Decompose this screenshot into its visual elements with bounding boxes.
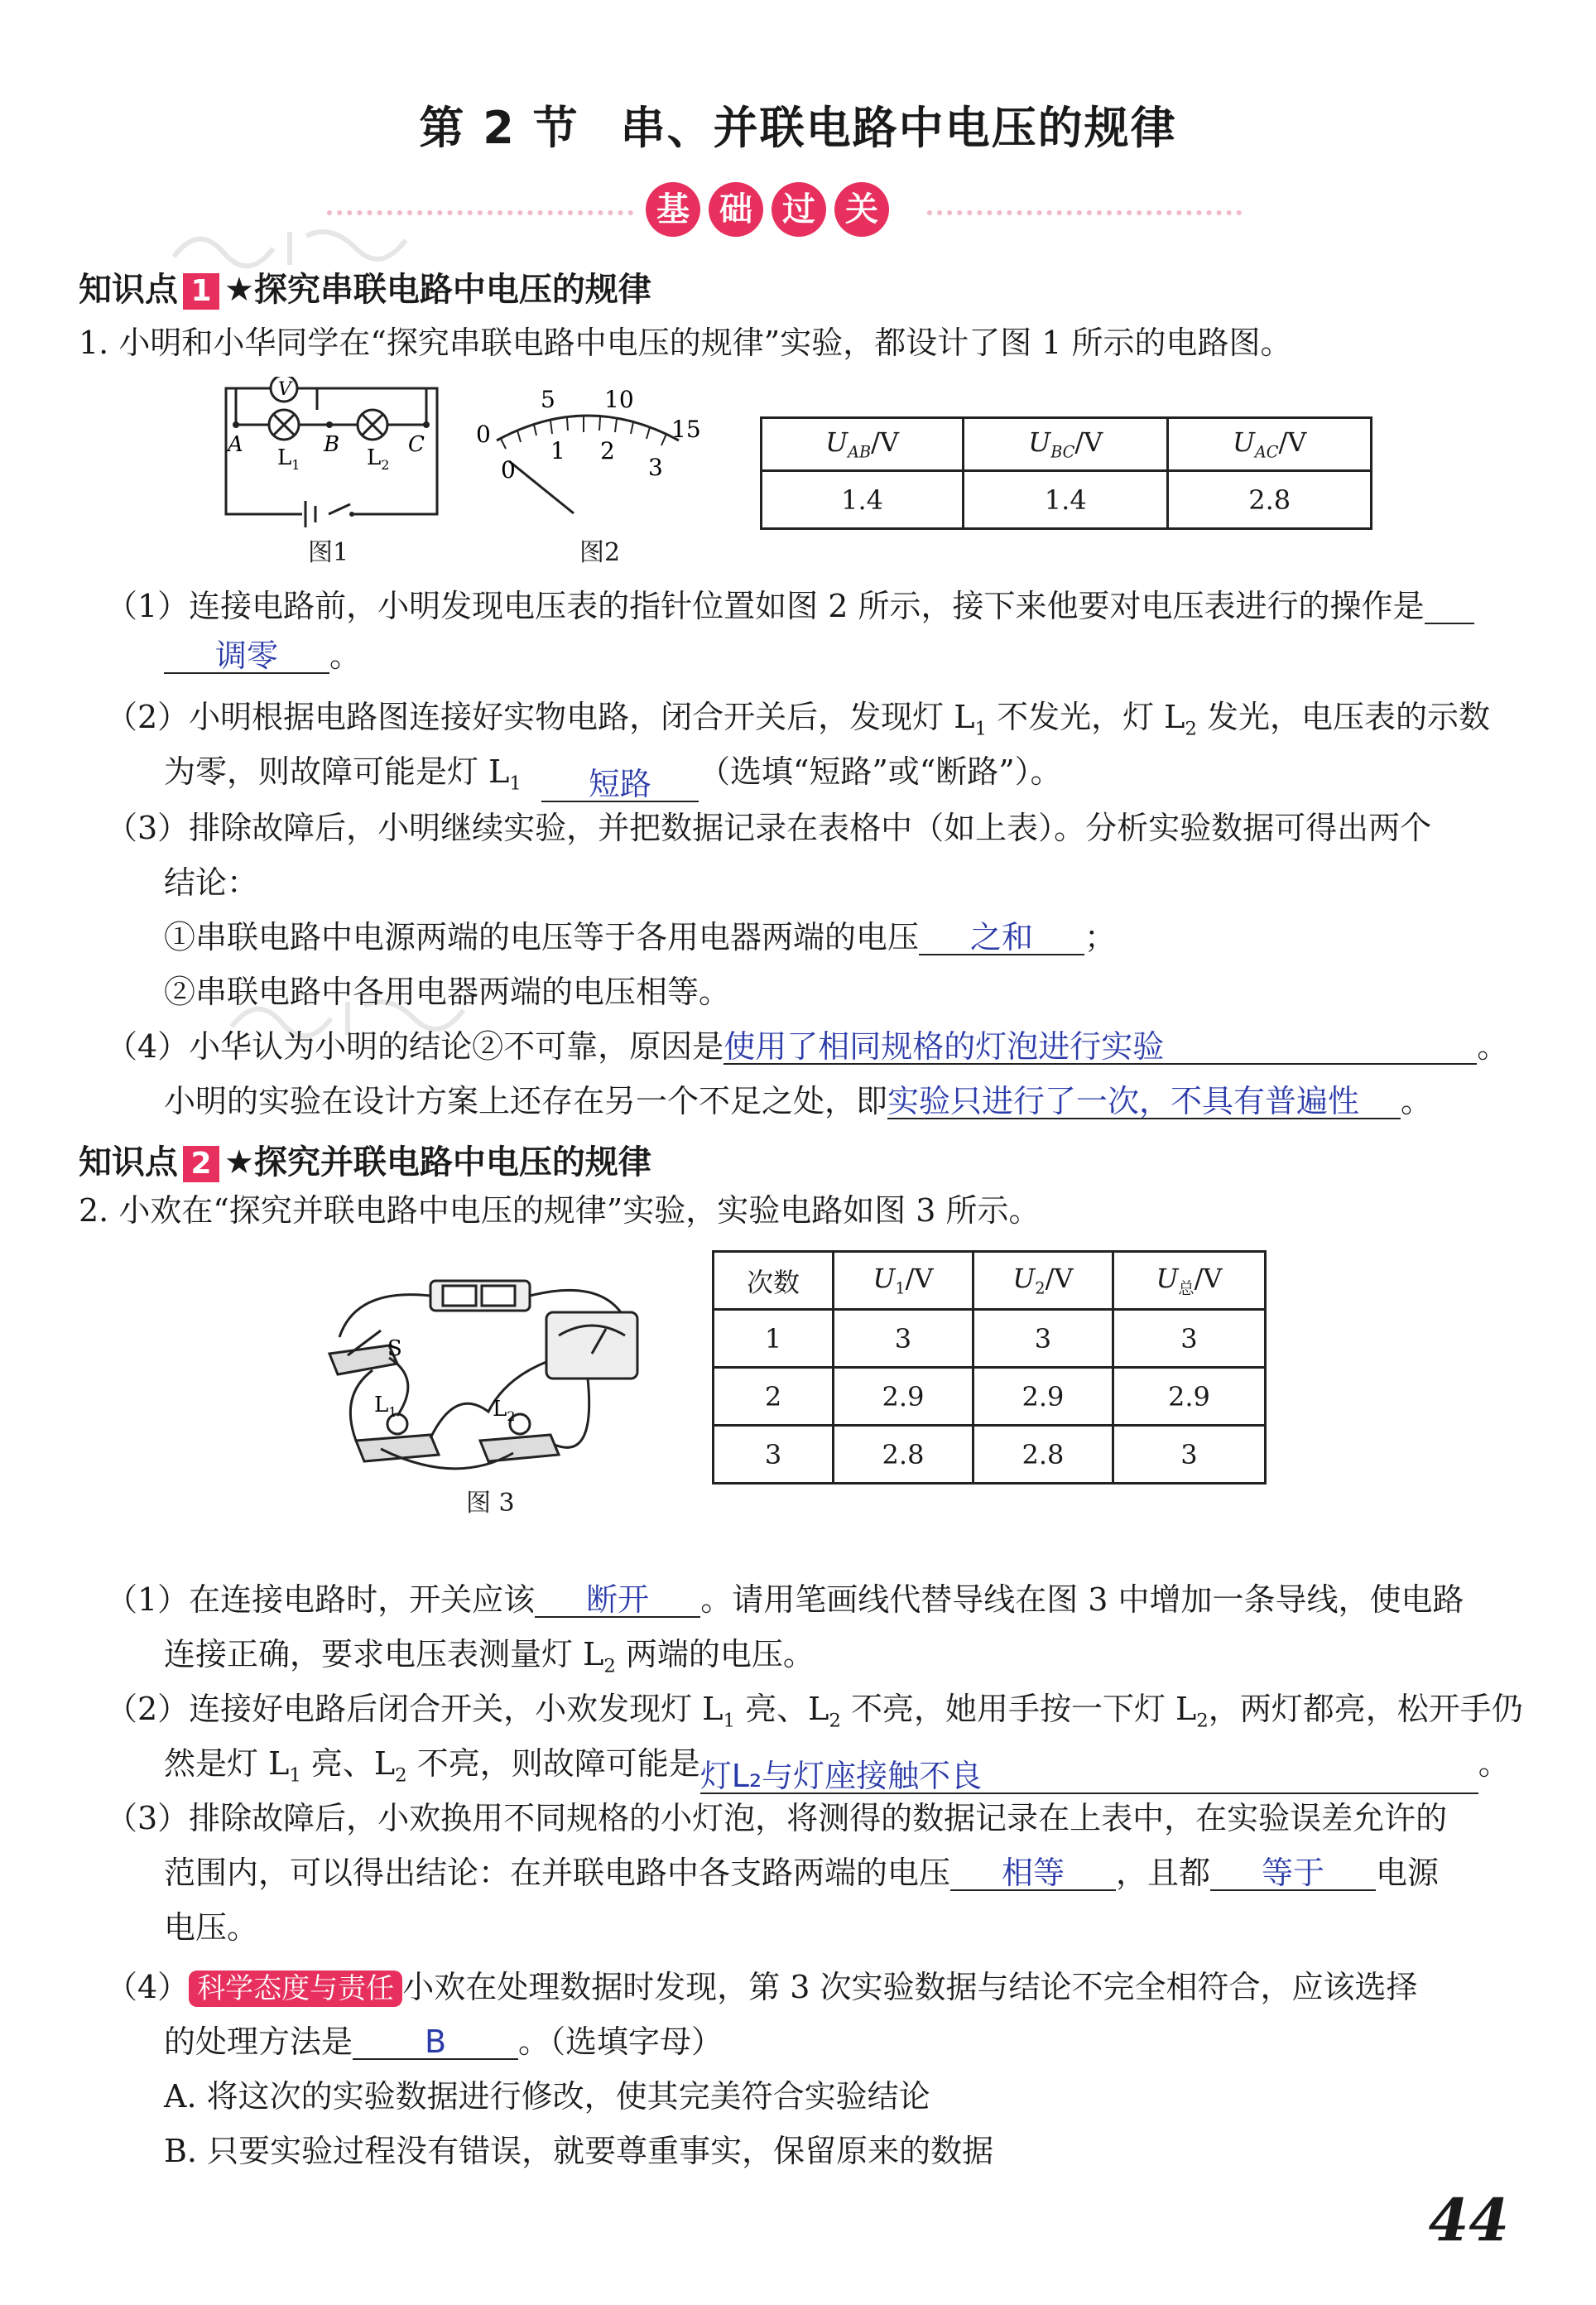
section-banner bbox=[646, 182, 897, 237]
q2-part3-answer1: 相等 bbox=[950, 1856, 1116, 1891]
q1-table-header-row bbox=[762, 418, 1372, 471]
kp1-number-badge: 1 bbox=[183, 273, 219, 310]
lamp-l2-label: L bbox=[367, 445, 382, 470]
q2-part1-answer: 断开 bbox=[535, 1583, 700, 1618]
dial-tick-2: 2 bbox=[600, 437, 615, 464]
knowledge-point-1-heading bbox=[79, 263, 651, 310]
q1-part4-answer1: 使用了相同规格的灯泡进行实验 bbox=[723, 1030, 1477, 1065]
q2-part1-line1: （1）在连接电路时，开关应该 断开 。请用笔画线代替导线在图 3 中增加一条导线，使电路 bbox=[106, 1581, 1464, 1618]
banner-dots-right bbox=[927, 210, 1242, 215]
fig3-lamp-l1-sub: 1 bbox=[388, 1404, 397, 1420]
kp2-label: 知识点 bbox=[79, 1143, 178, 1181]
q1-data-table bbox=[760, 416, 1372, 530]
competency-tag: 科学态度与责任 bbox=[189, 1971, 402, 2007]
q2-header-utotal: $U_总/V$ bbox=[1113, 1252, 1265, 1310]
dial-tick-0-top: 0 bbox=[476, 421, 491, 448]
voltmeter-symbol: V bbox=[278, 379, 291, 400]
banner-char-2: 础 bbox=[709, 182, 763, 237]
q2-header-trial: 次数 bbox=[714, 1252, 834, 1310]
switch-label: S bbox=[387, 1336, 402, 1361]
q1-cell-uac: 2.8 bbox=[1168, 471, 1372, 529]
q2-part2-line1: （2）连接好电路后闭合开关，小欢发现灯 $L_1$ 亮、$L_2$ 不亮，她用手按一下灯 $L_2$，两灯都亮，松开手仍 bbox=[106, 1691, 1523, 1732]
svg-text:L2 bbox=[493, 1397, 515, 1424]
dial-tick-1: 1 bbox=[550, 437, 565, 464]
kp1-label: 知识点 bbox=[79, 271, 178, 309]
page-number: 44 bbox=[1428, 2186, 1509, 2254]
kp2-number-badge: 2 bbox=[183, 1146, 219, 1182]
q1-part3-answer: 之和 bbox=[919, 921, 1084, 955]
table-row: 1 3 3 3 bbox=[714, 1310, 1266, 1368]
q2-header-u1: $U_1/V$ bbox=[834, 1252, 973, 1310]
q2-part2-line2: 然是灯 $L_1$ 亮、$L_2$ 不亮，则故障可能是灯L₂与灯座接触不良 。 bbox=[164, 1745, 1510, 1794]
page-title bbox=[0, 93, 1596, 156]
figure-3-apparatus bbox=[323, 1263, 654, 1478]
q2-header-u2: $U_2/V$ bbox=[973, 1252, 1113, 1310]
fig3-lamp-l1-label: L bbox=[374, 1393, 389, 1417]
q1-part2-line1: （2）小明根据电路图连接好实物电路，闭合开关后，发现灯 $L_1$ 不发光，灯 $L_2$ 发光，电压表的示数 bbox=[106, 699, 1491, 740]
q1-part4-line2: 小明的实验在设计方案上还存在另一个不足之处，即实验只进行了一次，不具有普遍性 。 bbox=[164, 1083, 1433, 1119]
table-row: 3 2.8 2.8 3 bbox=[714, 1426, 1266, 1484]
q2-data-table bbox=[712, 1250, 1267, 1485]
lamp-l1-sub: 1 bbox=[291, 457, 300, 473]
q1-part3-conclusion1: ①串联电路中电源两端的电压等于各用电器两端的电压 之和 ； bbox=[164, 919, 1117, 955]
dial-tick-5: 5 bbox=[541, 386, 555, 413]
knowledge-point-2-heading bbox=[79, 1136, 651, 1183]
q2-part3-line3: 电压。 bbox=[164, 1909, 259, 1946]
point-c-label: C bbox=[408, 432, 425, 457]
q2-option-b: B. 只要实验过程没有错误，就要尊重事实，保留原来的数据 bbox=[164, 2133, 994, 2169]
figure-2-voltmeter-dial bbox=[468, 383, 708, 523]
q1-cell-uab: 1.4 bbox=[762, 471, 964, 529]
q2-table-header-row bbox=[714, 1252, 1266, 1310]
q1-part1-answer: 调零 bbox=[164, 639, 329, 674]
q2-part2-answer: 灯L₂与灯座接触不良 bbox=[700, 1759, 1478, 1794]
q1-part1-line2: 调零 。 bbox=[164, 638, 361, 674]
q1-part3-conclusion2: ②串联电路中各用电器两端的电压相等。 bbox=[164, 974, 731, 1010]
table-row bbox=[762, 471, 1372, 529]
section-number: 第 2 节 bbox=[419, 102, 579, 154]
q1-part2-line2: 为零，则故障可能是灯 $L_1$ 短路 （选填“短路”或“断路”）。 bbox=[164, 753, 1062, 802]
svg-text:L2 bbox=[367, 445, 389, 473]
lamp-l2-sub: 2 bbox=[381, 457, 390, 473]
banner-char-1: 基 bbox=[646, 182, 700, 237]
dial-tick-0-bottom: 0 bbox=[501, 456, 516, 484]
kp1-title: ★探究串联电路中电压的规律 bbox=[224, 271, 651, 309]
kp2-title: ★探究并联电路中电压的规律 bbox=[224, 1143, 651, 1181]
q2-part4-answer: B bbox=[353, 2025, 518, 2060]
point-a-label: A bbox=[228, 432, 243, 457]
fig3-lamp-l2-sub: 2 bbox=[507, 1408, 516, 1424]
q1-part4-answer2: 实验只进行了一次，不具有普遍性 bbox=[887, 1085, 1401, 1119]
q1-header-ubc: $U_{BC}/V$ bbox=[964, 418, 1168, 471]
q1-cell-ubc: 1.4 bbox=[964, 471, 1168, 529]
svg-text:L1 bbox=[374, 1393, 397, 1420]
fig3-lamp-l2-label: L bbox=[493, 1397, 507, 1422]
dial-tick-15: 15 bbox=[671, 416, 701, 443]
q1-part4-line1: （4）小华认为小明的结论②不可靠，原因是使用了相同规格的灯泡进行实验 。 bbox=[106, 1028, 1509, 1065]
figure-1-caption: 图1 bbox=[308, 538, 349, 567]
q2-part4-line2: 的处理方法是 B 。（选填字母） bbox=[164, 2023, 723, 2060]
q2-part4-line1: （4） 科学态度与责任 小欢在处理数据时发现，第 3 次实验数据与结论不完全相符合，应该选择 bbox=[106, 1969, 1418, 2005]
q2-option-a: A. 将这次的实验数据进行修改，使其完美符合实验结论 bbox=[164, 2078, 930, 2115]
dial-tick-3: 3 bbox=[648, 454, 663, 481]
section-title: 串、并联电路中电压的规律 bbox=[620, 102, 1177, 154]
q1-header-uac: $U_{AC}/V$ bbox=[1168, 418, 1372, 471]
figure-3-caption: 图 3 bbox=[466, 1489, 515, 1518]
table-row: 2 2.9 2.9 2.9 bbox=[714, 1368, 1266, 1426]
q1-part3-line2: 结论： bbox=[164, 864, 259, 901]
dial-tick-10: 10 bbox=[604, 386, 634, 413]
q1-part1-line1: （1）连接电路前，小明发现电压表的指针位置如图 2 所示，接下来他要对电压表进行的操作是 bbox=[106, 588, 1474, 624]
q1-header-uab: $U_{AB}/V$ bbox=[762, 418, 964, 471]
lamp-l1-label: L bbox=[277, 445, 292, 470]
banner-char-3: 过 bbox=[772, 182, 826, 237]
banner-char-4: 关 bbox=[834, 182, 889, 237]
q2-stem: 2. 小欢在“探究并联电路中电压的规律”实验，实验电路如图 3 所示。 bbox=[79, 1192, 1041, 1229]
figure-2-caption: 图2 bbox=[579, 538, 621, 567]
q2-part1-line2: 连接正确，要求电压表测量灯 $L_2$ 两端的电压。 bbox=[164, 1636, 815, 1677]
q2-part3-line1: （3）排除故障后，小欢换用不同规格的小灯泡，将测得的数据记录在上表中，在实验误差允许的 bbox=[106, 1800, 1448, 1836]
q2-part3-line2: 范围内，可以得出结论：在并联电路中各支路两端的电压 相等 ，且都 等于 电源 bbox=[164, 1855, 1440, 1891]
point-b-label: B bbox=[324, 432, 340, 457]
figure-1-circuit bbox=[219, 377, 451, 534]
q1-part3-line1: （3）排除故障后，小明继续实验，并把数据记录在表格中（如上表）。分析实验数据可得出两个 bbox=[106, 810, 1432, 846]
q2-part3-answer2: 等于 bbox=[1210, 1856, 1376, 1891]
svg-text:L1 bbox=[277, 445, 300, 473]
q1-part2-answer: 短路 bbox=[541, 768, 699, 802]
q1-stem: 1. 小明和小华同学在“探究串联电路中电压的规律”实验，都设计了图 1 所示的电路图。 bbox=[79, 325, 1292, 361]
